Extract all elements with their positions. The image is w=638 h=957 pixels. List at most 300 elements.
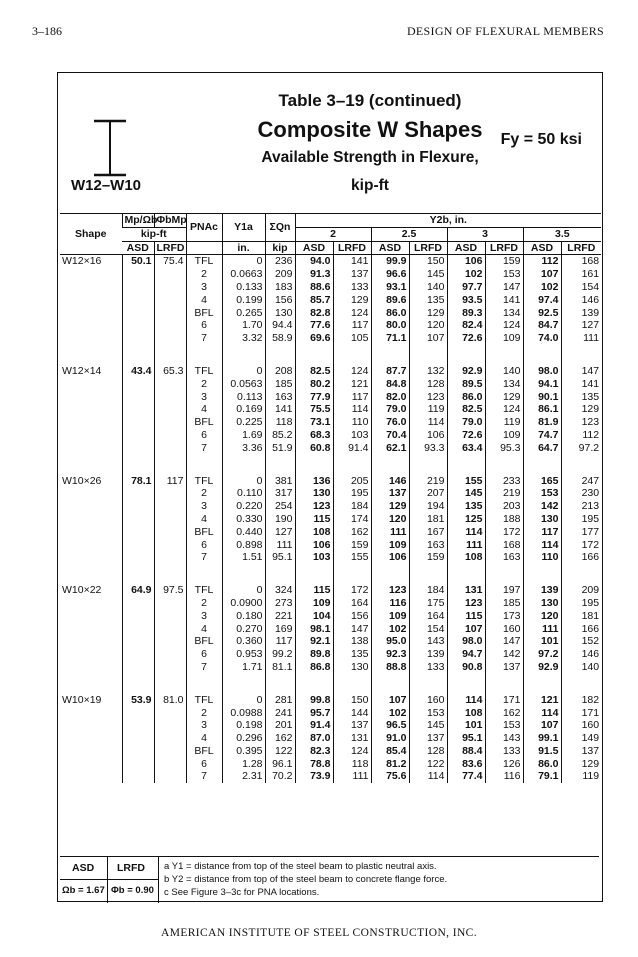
cell-value: 88.8 bbox=[371, 661, 409, 674]
shape-label bbox=[60, 770, 122, 783]
col-kip: kip bbox=[265, 241, 295, 255]
cell-value: 112 bbox=[523, 255, 561, 268]
cell-mp-lrfd bbox=[154, 539, 186, 552]
cell-mp-lrfd bbox=[154, 770, 186, 783]
cell-value: 207 bbox=[409, 487, 447, 500]
cell-mp-asd bbox=[122, 648, 154, 661]
cell-value: 94.7 bbox=[447, 648, 485, 661]
cell-y1: 0.360 bbox=[222, 635, 265, 648]
strength-table bbox=[60, 213, 601, 783]
cell-value: 82.4 bbox=[447, 319, 485, 332]
cell-value: 109 bbox=[295, 597, 333, 610]
cell-mp-lrfd bbox=[154, 661, 186, 674]
cell-value: 85.4 bbox=[371, 745, 409, 758]
cell-value: 114 bbox=[409, 770, 447, 783]
cell-y1: 0.180 bbox=[222, 610, 265, 623]
cell-y1: 0.133 bbox=[222, 281, 265, 294]
cell-value: 118 bbox=[333, 758, 371, 771]
cell-value: 86.8 bbox=[295, 661, 333, 674]
cell-mp-asd bbox=[122, 719, 154, 732]
cell-value: 106 bbox=[447, 255, 485, 268]
cell-mp-lrfd bbox=[154, 745, 186, 758]
cell-mp-lrfd bbox=[154, 332, 186, 345]
col-phi-mp: ΦbMp bbox=[154, 214, 186, 228]
cell-mp-asd bbox=[122, 513, 154, 526]
cell-pna: 4 bbox=[186, 623, 222, 636]
cell-value: 88.4 bbox=[447, 745, 485, 758]
cell-sumq: 99.2 bbox=[265, 648, 295, 661]
cell-mp-lrfd bbox=[154, 268, 186, 281]
cell-sumq: 162 bbox=[265, 732, 295, 745]
cell-value: 96.6 bbox=[371, 268, 409, 281]
col-sumq: ΣQn bbox=[265, 214, 295, 242]
cell-sumq: 122 bbox=[265, 745, 295, 758]
cell-mp-lrfd bbox=[154, 707, 186, 720]
cell-value: 135 bbox=[409, 294, 447, 307]
cell-value: 94.1 bbox=[523, 378, 561, 391]
cell-sumq: 183 bbox=[265, 281, 295, 294]
cell-value: 166 bbox=[561, 623, 601, 636]
col-lrfd-a: LRFD bbox=[333, 241, 371, 255]
cell-value: 135 bbox=[447, 500, 485, 513]
cell-value: 131 bbox=[333, 732, 371, 745]
cell-sumq: 317 bbox=[265, 487, 295, 500]
col-pna: PNAc bbox=[186, 214, 222, 242]
cell-value: 82.8 bbox=[295, 307, 333, 320]
cell-value: 154 bbox=[561, 281, 601, 294]
cell-value: 75.6 bbox=[371, 770, 409, 783]
cell-value: 209 bbox=[561, 584, 601, 597]
cell-pna: 2 bbox=[186, 597, 222, 610]
cell-value: 147 bbox=[485, 635, 523, 648]
cell-value: 197 bbox=[485, 584, 523, 597]
cell-pna: 6 bbox=[186, 429, 222, 442]
col-lrfd-d: LRFD bbox=[561, 241, 601, 255]
cell-y1: 0 bbox=[222, 365, 265, 378]
cell-y1: 0.395 bbox=[222, 745, 265, 758]
cell-value: 82.5 bbox=[295, 365, 333, 378]
cell-value: 107 bbox=[447, 623, 485, 636]
cell-value: 78.8 bbox=[295, 758, 333, 771]
cell-mp-lrfd: 117 bbox=[154, 475, 186, 488]
cell-value: 219 bbox=[409, 475, 447, 488]
cell-value: 139 bbox=[523, 584, 561, 597]
page-number: 3–186 bbox=[32, 24, 62, 38]
cell-pna: 3 bbox=[186, 500, 222, 513]
cell-value: 114 bbox=[523, 707, 561, 720]
cell-sumq: 201 bbox=[265, 719, 295, 732]
table-row bbox=[60, 707, 601, 720]
table-row bbox=[60, 551, 601, 564]
cell-value: 107 bbox=[523, 719, 561, 732]
footnote-c: c See Figure 3–3c for PNA locations. bbox=[164, 887, 320, 898]
cell-sumq: 273 bbox=[265, 597, 295, 610]
cell-mp-asd: 50.1 bbox=[122, 255, 154, 268]
section-title: DESIGN OF FLEXURAL MEMBERS bbox=[406, 24, 604, 38]
cell-value: 140 bbox=[561, 661, 601, 674]
cell-sumq: 163 bbox=[265, 391, 295, 404]
cell-value: 141 bbox=[561, 378, 601, 391]
cell-value: 91.3 bbox=[295, 268, 333, 281]
table-row bbox=[60, 294, 601, 307]
cell-sumq: 169 bbox=[265, 623, 295, 636]
cell-y1: 0.440 bbox=[222, 526, 265, 539]
cell-mp-asd bbox=[122, 732, 154, 745]
cell-value: 75.5 bbox=[295, 403, 333, 416]
shape-label bbox=[60, 294, 122, 307]
cell-value: 77.6 bbox=[295, 319, 333, 332]
cell-y1: 0.169 bbox=[222, 403, 265, 416]
cell-value: 167 bbox=[409, 526, 447, 539]
cell-value: 247 bbox=[561, 475, 601, 488]
cell-value: 86.0 bbox=[523, 758, 561, 771]
cell-value: 86.0 bbox=[447, 391, 485, 404]
cell-value: 68.3 bbox=[295, 429, 333, 442]
cell-value: 195 bbox=[561, 513, 601, 526]
cell-value: 109 bbox=[485, 332, 523, 345]
cell-value: 116 bbox=[371, 597, 409, 610]
cell-value: 121 bbox=[333, 378, 371, 391]
cell-mp-asd bbox=[122, 661, 154, 674]
cell-value: 173 bbox=[485, 610, 523, 623]
cell-value: 109 bbox=[485, 429, 523, 442]
table-footer bbox=[60, 856, 599, 903]
cell-value: 130 bbox=[333, 661, 371, 674]
col-lrfd-b: LRFD bbox=[409, 241, 447, 255]
col-asd-a: ASD bbox=[295, 241, 333, 255]
table-units: kip-ft bbox=[351, 177, 389, 194]
cell-mp-lrfd bbox=[154, 610, 186, 623]
cell-mp-asd bbox=[122, 551, 154, 564]
shape-label bbox=[60, 539, 122, 552]
cell-pna: 2 bbox=[186, 487, 222, 500]
cell-mp-lrfd bbox=[154, 648, 186, 661]
shape-label: W12×14 bbox=[62, 364, 102, 377]
cell-value: 95.1 bbox=[447, 732, 485, 745]
table-row bbox=[60, 255, 601, 268]
cell-value: 87.7 bbox=[371, 365, 409, 378]
cell-value: 86.1 bbox=[523, 403, 561, 416]
cell-value: 63.4 bbox=[447, 442, 485, 455]
table-title: Composite W Shapes bbox=[257, 117, 483, 142]
cell-y1: 0.199 bbox=[222, 294, 265, 307]
cell-value: 110 bbox=[333, 416, 371, 429]
cell-y1: 0.296 bbox=[222, 732, 265, 745]
cell-value: 134 bbox=[485, 378, 523, 391]
cell-mp-asd bbox=[122, 758, 154, 771]
shape-label bbox=[60, 442, 122, 455]
cell-value: 168 bbox=[485, 539, 523, 552]
cell-value: 107 bbox=[409, 332, 447, 345]
cell-value: 171 bbox=[485, 694, 523, 707]
cell-value: 81.9 bbox=[523, 416, 561, 429]
cell-value: 89.3 bbox=[447, 307, 485, 320]
cell-value: 155 bbox=[447, 475, 485, 488]
shape-label bbox=[60, 551, 122, 564]
cell-value: 153 bbox=[485, 268, 523, 281]
cell-mp-asd bbox=[122, 610, 154, 623]
cell-value: 82.5 bbox=[447, 403, 485, 416]
cell-value: 83.6 bbox=[447, 758, 485, 771]
cell-y1: 2.31 bbox=[222, 770, 265, 783]
cell-value: 72.6 bbox=[447, 332, 485, 345]
cell-value: 85.7 bbox=[295, 294, 333, 307]
col-kipft: kip-ft bbox=[122, 227, 186, 241]
table-row bbox=[60, 403, 601, 416]
cell-mp-asd bbox=[122, 745, 154, 758]
cell-value: 123 bbox=[371, 584, 409, 597]
cell-mp-asd bbox=[122, 416, 154, 429]
cell-value: 136 bbox=[295, 475, 333, 488]
table-row bbox=[60, 770, 601, 783]
cell-y1: 1.51 bbox=[222, 551, 265, 564]
cell-y1: 0 bbox=[222, 694, 265, 707]
footer-lrfd: LRFD bbox=[117, 862, 145, 874]
cell-value: 128 bbox=[409, 745, 447, 758]
cell-sumq: 324 bbox=[265, 584, 295, 597]
cell-value: 114 bbox=[447, 526, 485, 539]
col-y2-a: 2 bbox=[295, 227, 371, 241]
cell-value: 146 bbox=[561, 648, 601, 661]
cell-value: 115 bbox=[295, 513, 333, 526]
cell-value: 97.2 bbox=[523, 648, 561, 661]
cell-value: 184 bbox=[409, 584, 447, 597]
cell-value: 86.0 bbox=[371, 307, 409, 320]
cell-value: 77.9 bbox=[295, 391, 333, 404]
cell-value: 174 bbox=[333, 513, 371, 526]
shape-label bbox=[60, 332, 122, 345]
cell-pna: 3 bbox=[186, 610, 222, 623]
cell-pna: TFL bbox=[186, 475, 222, 488]
cell-value: 101 bbox=[447, 719, 485, 732]
cell-value: 153 bbox=[409, 707, 447, 720]
shape-label bbox=[60, 732, 122, 745]
shape-label bbox=[60, 378, 122, 391]
shape-label bbox=[60, 403, 122, 416]
cell-mp-lrfd bbox=[154, 732, 186, 745]
cell-value: 135 bbox=[333, 648, 371, 661]
cell-value: 172 bbox=[561, 539, 601, 552]
shape-label bbox=[60, 319, 122, 332]
cell-value: 98.0 bbox=[447, 635, 485, 648]
cell-value: 79.0 bbox=[447, 416, 485, 429]
table-row bbox=[60, 758, 601, 771]
cell-sumq: 221 bbox=[265, 610, 295, 623]
cell-y1: 0.330 bbox=[222, 513, 265, 526]
cell-value: 88.6 bbox=[295, 281, 333, 294]
cell-value: 166 bbox=[561, 551, 601, 564]
cell-mp-asd bbox=[122, 429, 154, 442]
table-row bbox=[60, 745, 601, 758]
table-row bbox=[60, 539, 601, 552]
cell-value: 140 bbox=[409, 281, 447, 294]
cell-mp-asd bbox=[122, 403, 154, 416]
cell-mp-lrfd bbox=[154, 294, 186, 307]
cell-value: 153 bbox=[485, 719, 523, 732]
cell-value: 171 bbox=[561, 707, 601, 720]
table-row bbox=[60, 513, 601, 526]
shape-label bbox=[60, 597, 122, 610]
cell-value: 109 bbox=[371, 610, 409, 623]
cell-value: 172 bbox=[333, 584, 371, 597]
cell-sumq: 51.9 bbox=[265, 442, 295, 455]
cell-value: 97.7 bbox=[447, 281, 485, 294]
cell-value: 89.6 bbox=[371, 294, 409, 307]
cell-sumq: 96.1 bbox=[265, 758, 295, 771]
cell-value: 140 bbox=[485, 365, 523, 378]
cell-value: 172 bbox=[485, 526, 523, 539]
cell-value: 129 bbox=[371, 500, 409, 513]
cell-value: 128 bbox=[409, 378, 447, 391]
cell-value: 150 bbox=[333, 694, 371, 707]
table-row bbox=[60, 365, 601, 378]
cell-value: 124 bbox=[333, 365, 371, 378]
cell-value: 135 bbox=[561, 391, 601, 404]
shape-label bbox=[60, 268, 122, 281]
cell-mp-lrfd: 97.5 bbox=[154, 584, 186, 597]
cell-value: 106 bbox=[295, 539, 333, 552]
cell-value: 120 bbox=[409, 319, 447, 332]
col-mp-omega: Mp/Ωb bbox=[122, 214, 154, 228]
cell-value: 126 bbox=[485, 758, 523, 771]
cell-pna: BFL bbox=[186, 745, 222, 758]
cell-value: 233 bbox=[485, 475, 523, 488]
shape-range: W12–W10 bbox=[71, 177, 142, 194]
cell-value: 60.8 bbox=[295, 442, 333, 455]
cell-value: 91.4 bbox=[333, 442, 371, 455]
cell-value: 163 bbox=[485, 551, 523, 564]
cell-value: 195 bbox=[333, 487, 371, 500]
cell-y1: 0.198 bbox=[222, 719, 265, 732]
cell-value: 147 bbox=[485, 281, 523, 294]
table-row bbox=[60, 623, 601, 636]
cell-value: 134 bbox=[485, 307, 523, 320]
cell-value: 160 bbox=[561, 719, 601, 732]
shape-label bbox=[60, 745, 122, 758]
cell-pna: 4 bbox=[186, 513, 222, 526]
shape-label bbox=[60, 487, 122, 500]
cell-value: 147 bbox=[333, 623, 371, 636]
cell-value: 99.9 bbox=[371, 255, 409, 268]
cell-value: 129 bbox=[561, 403, 601, 416]
table-row bbox=[60, 281, 601, 294]
cell-value: 163 bbox=[409, 539, 447, 552]
cell-pna: 6 bbox=[186, 319, 222, 332]
cell-value: 117 bbox=[523, 526, 561, 539]
shape-label bbox=[60, 635, 122, 648]
cell-mp-lrfd bbox=[154, 487, 186, 500]
cell-value: 147 bbox=[561, 365, 601, 378]
cell-value: 143 bbox=[485, 732, 523, 745]
publisher-line: AMERICAN INSTITUTE OF STEEL CONSTRUCTION, INC. bbox=[160, 927, 477, 939]
cell-value: 175 bbox=[409, 597, 447, 610]
cell-value: 84.8 bbox=[371, 378, 409, 391]
cell-mp-lrfd bbox=[154, 758, 186, 771]
i-beam-icon bbox=[90, 118, 130, 178]
cell-value: 92.5 bbox=[523, 307, 561, 320]
footer-omega: Ωb = 1.67 bbox=[62, 885, 105, 896]
shape-label bbox=[60, 391, 122, 404]
cell-y1: 3.32 bbox=[222, 332, 265, 345]
cell-value: 160 bbox=[485, 623, 523, 636]
cell-value: 111 bbox=[561, 332, 601, 345]
cell-value: 141 bbox=[333, 255, 371, 268]
table-row bbox=[60, 610, 601, 623]
col-asd-b: ASD bbox=[371, 241, 409, 255]
cell-value: 213 bbox=[561, 500, 601, 513]
cell-value: 123 bbox=[409, 391, 447, 404]
cell-value: 119 bbox=[409, 403, 447, 416]
cell-value: 156 bbox=[333, 610, 371, 623]
cell-value: 117 bbox=[333, 391, 371, 404]
cell-mp-lrfd bbox=[154, 526, 186, 539]
cell-value: 137 bbox=[561, 745, 601, 758]
cell-pna: 2 bbox=[186, 378, 222, 391]
cell-value: 106 bbox=[371, 551, 409, 564]
cell-value: 139 bbox=[561, 307, 601, 320]
cell-sumq: 111 bbox=[265, 539, 295, 552]
cell-value: 133 bbox=[333, 281, 371, 294]
cell-mp-lrfd bbox=[154, 551, 186, 564]
col-lrfd-c: LRFD bbox=[485, 241, 523, 255]
cell-value: 122 bbox=[409, 758, 447, 771]
shape-label bbox=[60, 661, 122, 674]
cell-value: 111 bbox=[523, 623, 561, 636]
cell-value: 159 bbox=[409, 551, 447, 564]
cell-value: 120 bbox=[371, 513, 409, 526]
cell-mp-asd bbox=[122, 526, 154, 539]
shape-label bbox=[60, 648, 122, 661]
cell-value: 111 bbox=[447, 539, 485, 552]
cell-value: 142 bbox=[485, 648, 523, 661]
cell-mp-asd bbox=[122, 307, 154, 320]
cell-value: 181 bbox=[409, 513, 447, 526]
cell-y1: 0.225 bbox=[222, 416, 265, 429]
cell-mp-lrfd bbox=[154, 429, 186, 442]
cell-mp-lrfd bbox=[154, 281, 186, 294]
cell-value: 123 bbox=[447, 597, 485, 610]
col-in: in. bbox=[222, 241, 265, 255]
cell-y1: 1.69 bbox=[222, 429, 265, 442]
cell-mp-lrfd bbox=[154, 378, 186, 391]
cell-mp-asd bbox=[122, 319, 154, 332]
cell-pna: 6 bbox=[186, 758, 222, 771]
cell-value: 114 bbox=[447, 694, 485, 707]
cell-pna: 4 bbox=[186, 294, 222, 307]
cell-value: 205 bbox=[333, 475, 371, 488]
cell-mp-lrfd: 65.3 bbox=[154, 365, 186, 378]
cell-mp-lrfd bbox=[154, 500, 186, 513]
cell-mp-asd: 64.9 bbox=[122, 584, 154, 597]
cell-value: 142 bbox=[523, 500, 561, 513]
cell-value: 74.7 bbox=[523, 429, 561, 442]
cell-value: 164 bbox=[333, 597, 371, 610]
cell-value: 203 bbox=[485, 500, 523, 513]
cell-value: 76.0 bbox=[371, 416, 409, 429]
col-y2-c: 3 bbox=[447, 227, 523, 241]
cell-pna: 7 bbox=[186, 770, 222, 783]
cell-value: 101 bbox=[523, 635, 561, 648]
cell-value: 146 bbox=[561, 294, 601, 307]
cell-mp-lrfd bbox=[154, 513, 186, 526]
cell-mp-asd bbox=[122, 378, 154, 391]
cell-y1: 0 bbox=[222, 475, 265, 488]
cell-sumq: 156 bbox=[265, 294, 295, 307]
cell-y1: 0.265 bbox=[222, 307, 265, 320]
cell-value: 120 bbox=[523, 610, 561, 623]
col-blank bbox=[186, 241, 222, 255]
footer-asd: ASD bbox=[72, 862, 95, 874]
